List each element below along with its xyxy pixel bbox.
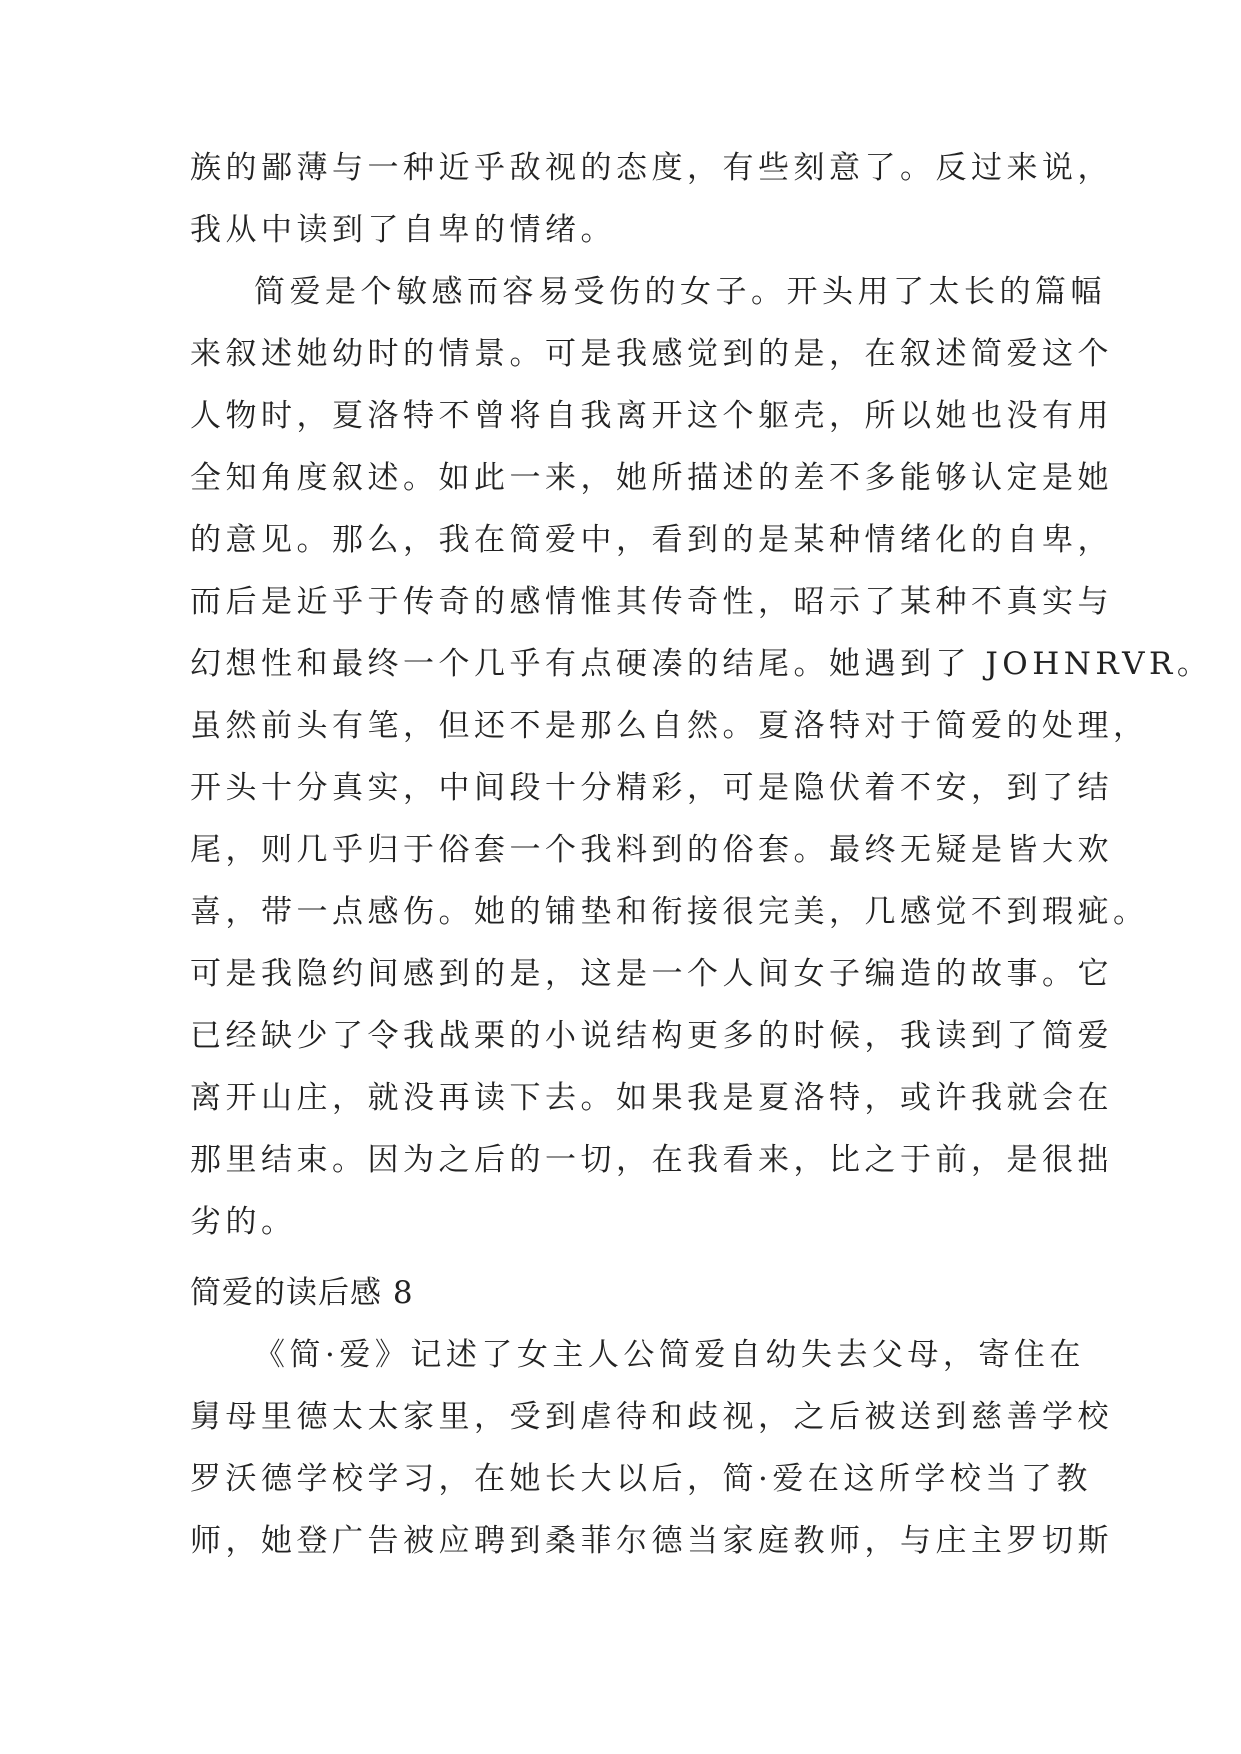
body-text-section-2: [190, 1324, 1113, 1572]
text-line: 来叙述她幼时的情景。可是我感觉到的是，在叙述简爱这个: [190, 336, 1113, 372]
text-line: 的意见。那么，我在简爱中，看到的是某种情绪化的自卑，: [190, 522, 1113, 558]
text-line: 人物时，夏洛特不曾将自我离开这个躯壳，所以她也没有用: [190, 398, 1113, 434]
paragraph-first-line: 《简·爱》记述了女主人公简爱自幼失去父母，寄住在: [254, 1337, 1085, 1373]
text-line: 尾，则几乎归于俗套一个我料到的俗套。最终无疑是皆大欢: [190, 832, 1113, 868]
body-text-section-1: [190, 137, 1213, 1253]
text-line: 幻想性和最终一个几乎有点硬凑的结尾。她遇到了 JOHNRVR。: [190, 646, 1213, 682]
text-line: 虽然前头有笔，但还不是那么自然。夏洛特对于简爱的处理，: [190, 708, 1149, 744]
text-line: 全知角度叙述。如此一来，她所描述的差不多能够认定是她: [190, 460, 1113, 496]
text-line: 喜，带一点感伤。她的铺垫和衔接很完美，几感觉不到瑕疵。: [190, 894, 1149, 930]
text-line: 师，她登广告被应聘到桑菲尔德当家庭教师，与庄主罗切斯: [190, 1523, 1113, 1559]
text-line: 那里结束。因为之后的一切，在我看来，比之于前，是很拙: [190, 1142, 1113, 1178]
text-line: 离开山庄，就没再读下去。如果我是夏洛特，或许我就会在: [190, 1080, 1113, 1116]
text-line: 劣的。: [190, 1204, 297, 1240]
text-line: 开头十分真实，中间段十分精彩，可是隐伏着不安，到了结: [190, 770, 1113, 806]
text-line: 舅母里德太太家里，受到虐待和歧视，之后被送到慈善学校: [190, 1399, 1113, 1435]
text-line: 可是我隐约间感到的是，这是一个人间女子编造的故事。它: [190, 956, 1113, 992]
text-line: 罗沃德学校学习，在她长大以后，简·爱在这所学校当了教: [190, 1461, 1092, 1497]
text-line: 已经缺少了令我战栗的小说结构更多的时候，我读到了简爱: [190, 1018, 1113, 1054]
text-line: 我从中读到了自卑的情绪。: [190, 212, 616, 248]
paragraph-first-line: 简爱是个敏感而容易受伤的女子。开头用了太长的篇幅: [254, 274, 1106, 310]
section-heading: 简爱的读后感 8: [190, 1275, 414, 1311]
text-line: 而后是近乎于传奇的感情惟其传奇性，昭示了某种不真实与: [190, 584, 1113, 620]
text-line: 族的鄙薄与一种近乎敌视的态度，有些刻意了。反过来说，: [190, 150, 1113, 186]
